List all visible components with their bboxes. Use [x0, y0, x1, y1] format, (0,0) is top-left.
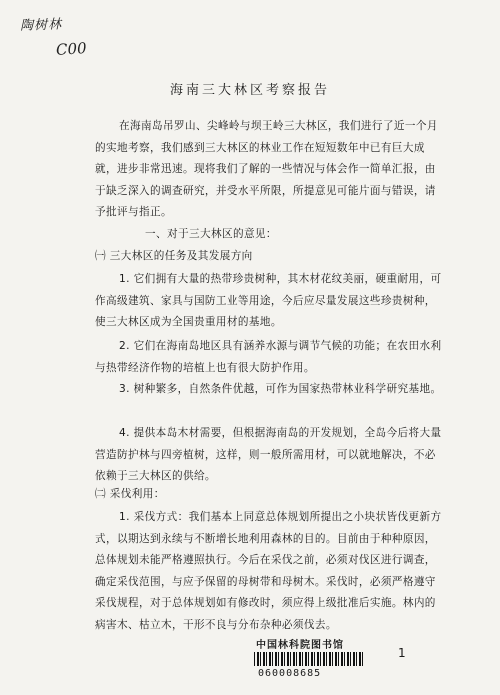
subsection-heading-2: ㈡ 采伐利用： [95, 488, 165, 500]
item-4 [95, 423, 445, 488]
handwritten-number: C00 [55, 38, 88, 60]
subsection-heading: ㈠ 三大林区的任务及其发展方向 [95, 250, 253, 262]
paragraph-item-3: 3. 树种繁多，自然条件优越，可作为国家热带林业科学研究基地。 [119, 383, 442, 395]
item-2 [95, 336, 445, 379]
intro-paragraph: 在海南岛吊罗山、尖峰岭与坝王岭三大林区，我们进行了近一个月的实地考察，我们感到三大林区的林业工作在短短数年中已有巨大成就，进步非常迅速。现将我们了解的一些情况与体会作一简单汇报，由于缺乏深入的调查研究，并受水平所限，所提意见可能片面与错误，请予批评与指正。 [95, 120, 438, 218]
paragraph-item-2: 2. 它们在海南岛地区具有涵养水源与调节气候的功能；在农田水利与热带经济作物的培植上也有很大防护作用。 [95, 340, 442, 374]
paragraph-item-1: 1. 它们拥有大量的热带珍贵树种，其木材花纹美丽，硬重耐用，可作高级建筑、家具与国防工业等用途，今后应尽量发展这些珍贵树种，使三大林区成为全国贵重用材的基地。 [95, 273, 442, 328]
barcode [254, 652, 364, 666]
page-number: 1 [398, 646, 406, 660]
paragraph-item-5: 1. 采伐方式：我们基本上同意总体规划所提出之小块状皆伐更新方式，以期达到永续与不断增长地利用森林的目的。目前由于种种原因，总体规划未能严格遵照执行。今后在采伐之前，必须对伐区进行调查，确定采伐范围，与应予保留的母树带和母树木。采伐时，必须严格遵守采伐规程，对于总体规划如有修改时，须应得上级批准后实施。林内的病害木、枯立木，干形不良与分布杂种必须伐去。 [95, 511, 442, 631]
section-heading: 一、对于三大林区的意见： [145, 228, 277, 240]
intro-block [95, 116, 445, 224]
barcode-number: 060008685 [258, 668, 322, 679]
library-stamp: 中国林科院图书馆 [256, 640, 344, 651]
item-3 [95, 379, 445, 401]
paragraph-item-4: 4. 提供本岛木材需要，但根据海南岛的开发规划，全岛今后将大量营造防护林与四旁植树，这样，则一般所需用材，可以就地解决，不必依赖于三大林区的供给。 [95, 427, 442, 482]
section-1-heading [95, 224, 445, 246]
handwritten-note: 陶树林 [19, 17, 63, 34]
item-5 [95, 507, 445, 636]
subsection-1-heading [95, 246, 445, 268]
subsection-2-heading [95, 484, 445, 506]
page-title: 海南三大林区考察报告 [169, 83, 330, 98]
item-1 [95, 269, 445, 334]
